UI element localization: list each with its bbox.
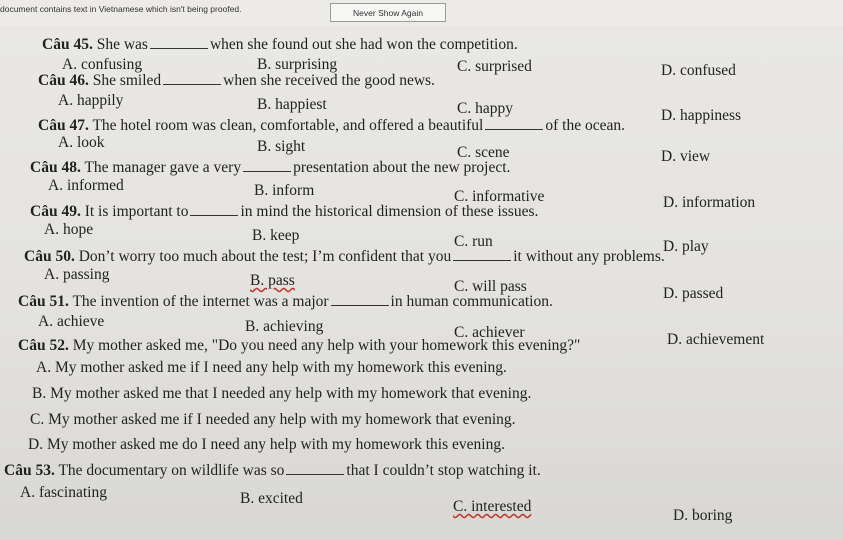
option-d: D. play bbox=[663, 238, 709, 255]
question-48: Câu 48. The manager gave a very presentation about the new project. bbox=[30, 159, 511, 176]
option-b: B. inform bbox=[254, 182, 315, 199]
option-d: D. confused bbox=[661, 62, 736, 79]
option-c: C. surprised bbox=[457, 58, 532, 75]
question-45: Câu 45. She was when she found out she had won the competition. bbox=[42, 36, 518, 53]
option-a: A. achieve bbox=[38, 313, 105, 330]
proofing-bar bbox=[0, 0, 843, 27]
option-a: A. fascinating bbox=[20, 484, 107, 501]
option-b: B. pass bbox=[250, 272, 295, 289]
question-label: Câu 49. bbox=[30, 203, 81, 220]
option-b: B. happiest bbox=[257, 96, 327, 113]
question-label: Câu 50. bbox=[24, 248, 75, 265]
option-d: D. passed bbox=[663, 285, 724, 302]
question-47: Câu 47. The hotel room was clean, comfortable, and offered a beautiful of the ocean. bbox=[38, 117, 625, 134]
option-d: D. happiness bbox=[661, 107, 742, 124]
option-c: C. scene bbox=[457, 144, 510, 161]
option-b: B. keep bbox=[252, 227, 300, 244]
option-a: A. My mother asked me if I need any help with my homework this evening. bbox=[36, 359, 507, 376]
option-b: B. surprising bbox=[257, 56, 338, 73]
never-show-again-button[interactable]: Never Show Again bbox=[330, 3, 446, 22]
question-label: Câu 48. bbox=[30, 159, 81, 176]
option-a: A. passing bbox=[44, 266, 110, 283]
option-c: C. My mother asked me if I needed any help with my homework that evening. bbox=[30, 411, 516, 428]
option-a: A. hope bbox=[44, 221, 94, 238]
option-d: D. My mother asked me do I need any help with my homework this evening. bbox=[28, 436, 505, 453]
option-c: C. run bbox=[454, 233, 493, 250]
option-c: C. happy bbox=[457, 100, 513, 117]
question-label: Câu 47. bbox=[38, 117, 89, 134]
option-c: C. will pass bbox=[454, 278, 527, 295]
option-a: A. informed bbox=[48, 177, 124, 194]
option-d: D. information bbox=[663, 194, 756, 211]
question-label: Câu 45. bbox=[42, 36, 93, 53]
question-49: Câu 49. It is important to in mind the historical dimension of these issues. bbox=[30, 203, 539, 220]
option-d: D. boring bbox=[673, 507, 733, 524]
option-d: D. view bbox=[661, 148, 711, 165]
proofing-message: document contains text in Vietnamese which isn't being proofed. bbox=[0, 4, 242, 14]
option-a: A. confusing bbox=[62, 56, 143, 73]
option-a: A. look bbox=[58, 134, 105, 151]
question-53: Câu 53. The documentary on wildlife was so that I couldn’t stop watching it. bbox=[4, 462, 541, 479]
option-b: B. My mother asked me that I needed any help with my homework that evening. bbox=[32, 385, 532, 402]
question-label: Câu 46. bbox=[38, 72, 89, 89]
question-50: Câu 50. Don’t worry too much about the test; I’m confident that you it without any problems. bbox=[24, 248, 665, 265]
document-page bbox=[0, 26, 843, 540]
option-c: C. informative bbox=[454, 188, 545, 205]
option-b: B. sight bbox=[257, 138, 306, 155]
question-label: Câu 53. bbox=[4, 462, 55, 479]
question-52: Câu 52. My mother asked me, "Do you need any help with your homework this evening?" bbox=[18, 337, 581, 354]
option-b: B. achieving bbox=[245, 318, 324, 335]
option-a: A. happily bbox=[58, 92, 124, 109]
question-46: Câu 46. She smiled when she received the good news. bbox=[38, 72, 435, 89]
option-d: D. achievement bbox=[667, 331, 765, 348]
option-c: C. interested bbox=[453, 498, 532, 515]
question-51: Câu 51. The invention of the internet was a major in human communication. bbox=[18, 293, 553, 310]
option-c: C. achiever bbox=[454, 324, 525, 341]
question-label: Câu 52. bbox=[18, 337, 69, 354]
question-label: Câu 51. bbox=[18, 293, 69, 310]
option-b: B. excited bbox=[240, 490, 303, 507]
